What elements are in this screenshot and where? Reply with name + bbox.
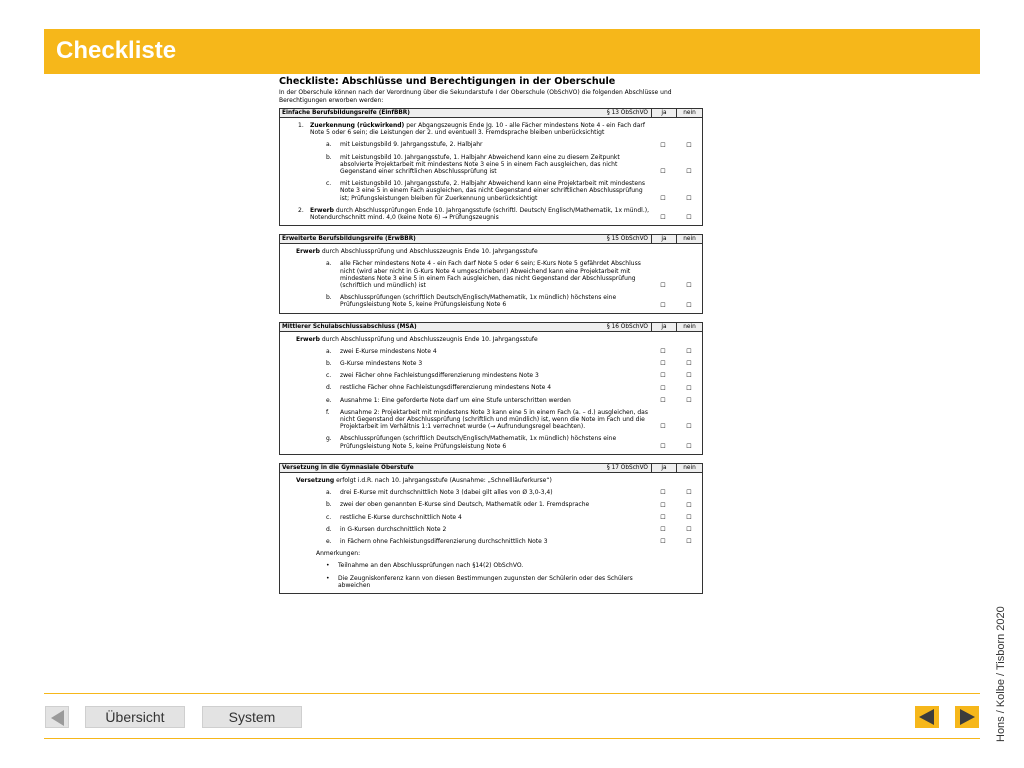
yes-checkbox[interactable]: ☐ xyxy=(660,384,666,392)
row-body xyxy=(340,538,548,545)
row-number: c. xyxy=(326,180,332,188)
document-intro: In der Oberschule können nach der Verordnung über die Sekundarstufe I der Oberschule (ObSchVO) die folgenden Abschlüsse und Berechtigungen erworben werden: xyxy=(279,89,672,104)
checklist-row xyxy=(280,488,702,497)
row-number: • xyxy=(326,574,330,582)
row-text xyxy=(280,575,650,589)
row-text xyxy=(280,409,650,431)
row-text xyxy=(280,348,650,355)
yes-checkbox[interactable]: ☐ xyxy=(660,489,666,497)
row-body xyxy=(340,154,650,176)
checklist-section xyxy=(279,234,703,313)
row-body xyxy=(316,550,360,557)
row-body xyxy=(340,372,539,379)
yes-checkbox[interactable]: ☐ xyxy=(660,423,666,431)
arrow-left-icon xyxy=(919,709,934,725)
section-header xyxy=(280,235,702,244)
row-text xyxy=(280,360,650,367)
no-checkbox[interactable]: ☐ xyxy=(686,372,692,380)
no-checkbox[interactable]: ☐ xyxy=(686,194,692,202)
row-description: drei E-Kurse mit durchschnittlich Note 3 (dabei gilt alles von Ø 3,0-3,4) xyxy=(340,489,553,497)
footer-divider-bottom xyxy=(44,738,980,739)
row-number: d. xyxy=(326,525,332,533)
row-number: f. xyxy=(326,408,330,416)
row-description: zwei E-Kurse mindestens Note 4 xyxy=(340,347,437,355)
no-checkbox[interactable]: ☐ xyxy=(686,360,692,368)
row-bold-text: Erwerb xyxy=(296,248,320,256)
no-checkbox[interactable]: ☐ xyxy=(686,501,692,509)
row-text xyxy=(280,550,650,557)
row-number: d. xyxy=(326,384,332,392)
row-number: a. xyxy=(326,347,332,355)
yes-checkbox[interactable]: ☐ xyxy=(660,396,666,404)
row-description: Teilnahme an den Abschlussprüfungen nach §14(2) ObSchVO. xyxy=(338,562,524,570)
row-text xyxy=(280,154,650,176)
row-description: restliche Fächer ohne Fachleistungsdifferenzierung mindestens Note 4 xyxy=(340,384,552,392)
row-body xyxy=(340,360,422,367)
row-description: in G-Kursen durchschnittlich Note 2 xyxy=(340,525,447,533)
section-paragraph: § 13 ObSchVO xyxy=(582,109,652,117)
checklist-row xyxy=(280,179,702,203)
checklist-row xyxy=(280,513,702,522)
row-body xyxy=(340,294,650,308)
yes-column-header: ja xyxy=(652,464,677,472)
section-name: Mittlerer Schulabschlussabschluss (MSA) xyxy=(282,323,417,330)
yes-checkbox[interactable]: ☐ xyxy=(660,348,666,356)
row-text xyxy=(280,372,650,379)
yes-checkbox[interactable]: ☐ xyxy=(660,194,666,202)
yes-column-header: ja xyxy=(652,235,677,243)
yes-column-header: ja xyxy=(652,109,677,117)
row-body xyxy=(340,348,437,355)
no-checkbox[interactable]: ☐ xyxy=(686,301,692,309)
row-description: Ausnahme 1: Eine geforderte Note darf um eine Stufe unterschritten werden xyxy=(340,396,571,404)
no-checkbox[interactable]: ☐ xyxy=(686,348,692,356)
row-number: a. xyxy=(326,141,332,149)
first-slide-button[interactable] xyxy=(45,706,69,728)
overview-button[interactable]: Übersicht xyxy=(85,706,185,728)
previous-slide-button[interactable] xyxy=(915,706,939,728)
row-body xyxy=(340,526,446,533)
checklist-row xyxy=(280,500,702,509)
arrow-right-icon xyxy=(960,709,975,725)
checklist-row xyxy=(280,525,702,534)
yes-checkbox[interactable]: ☐ xyxy=(660,301,666,309)
yes-checkbox[interactable]: ☐ xyxy=(660,168,666,176)
row-text xyxy=(280,336,650,343)
no-checkbox[interactable]: ☐ xyxy=(686,384,692,392)
row-number: • xyxy=(326,562,330,570)
row-text xyxy=(280,489,650,496)
no-checkbox[interactable]: ☐ xyxy=(686,442,692,450)
row-description: Abschlussprüfungen (schriftlich Deutsch/Englisch/Mathematik, 1x mündlich) höchstens eine Prüfungsleistung Note 5, keine Prüfungsleistung Note 6 xyxy=(340,435,617,450)
checklist-row xyxy=(280,206,702,222)
row-description: zwei Fächer ohne Fachleistungsdifferenzierung mindestens Note 3 xyxy=(340,372,539,380)
checklist-row xyxy=(280,335,702,344)
checklist-row xyxy=(280,396,702,405)
no-checkbox[interactable]: ☐ xyxy=(686,282,692,290)
row-description: durch Abschlussprüfungen Ende 10. Jahrgangsstufe (schriftl. Deutsch/ Englisch/Mathematik, 1x mündl.), Notendurchschnitt mind. 4,0 (keine Note 6) → Prüfungszeugnis xyxy=(310,206,649,222)
section-header xyxy=(280,464,702,473)
row-bold-text: Zuerkennung (rückwirkend) xyxy=(310,122,405,129)
row-body xyxy=(340,409,650,431)
row-body xyxy=(338,562,523,569)
yes-checkbox[interactable]: ☐ xyxy=(660,525,666,533)
row-text xyxy=(280,501,650,508)
section-header xyxy=(280,323,702,332)
checklist-row xyxy=(280,153,702,177)
yes-checkbox[interactable]: ☐ xyxy=(660,513,666,521)
checklist-row xyxy=(280,574,702,590)
row-number: c. xyxy=(326,372,332,380)
yes-checkbox[interactable]: ☐ xyxy=(660,141,666,149)
checklist-row xyxy=(280,561,702,570)
yes-checkbox[interactable]: ☐ xyxy=(660,372,666,380)
row-number: e. xyxy=(326,537,332,545)
row-description: Ausnahme 2: Projektarbeit mit mindestens Note 3 kann eine 5 in einem Fach (a. – d.) ausgleichen, das nicht Gegenstand der Abschlussprüfung (schriftlich und mündlich) ist, wenn die Note im Fach und die Projektarbeit im Verhältnis 1:1 verrechnet wurde (→ Aufrundungsregel beachten). xyxy=(340,408,648,431)
row-text xyxy=(280,141,650,148)
checklist-row xyxy=(280,121,702,137)
checklist-row xyxy=(280,434,702,450)
row-text xyxy=(280,538,650,545)
row-text xyxy=(280,397,650,404)
section-paragraph: § 17 ObSchVO xyxy=(582,464,652,472)
checklist-row xyxy=(280,259,702,290)
row-description: durch Abschlussprüfung und Abschlusszeugnis Ende 10. Jahrgangsstufe xyxy=(319,248,538,256)
row-number: 1. xyxy=(298,122,304,129)
checklist-row xyxy=(280,140,702,149)
row-text xyxy=(280,435,650,449)
no-column-header: nein xyxy=(683,110,696,116)
checklist-row xyxy=(280,383,702,392)
row-body xyxy=(340,180,650,202)
row-body xyxy=(340,435,650,449)
no-column-header: nein xyxy=(683,323,696,330)
section-name: Versetzung in die Gymnasiale Oberstufe xyxy=(282,464,414,471)
no-checkbox[interactable]: ☐ xyxy=(686,489,692,497)
checklist-row xyxy=(280,537,702,546)
row-number: b. xyxy=(326,360,332,368)
no-checkbox[interactable]: ☐ xyxy=(686,423,692,431)
yes-checkbox[interactable]: ☐ xyxy=(660,538,666,546)
footer-divider-top xyxy=(44,693,980,694)
row-body xyxy=(340,501,589,508)
checklist-row xyxy=(280,347,702,356)
row-text xyxy=(280,514,650,521)
checklist-sections xyxy=(279,108,703,594)
no-checkbox[interactable]: ☐ xyxy=(686,538,692,546)
row-number: g. xyxy=(326,435,332,443)
left-triangle-icon xyxy=(51,710,64,726)
row-description: erfolgt i.d.R. nach 10. Jahrgangsstufe (Ausnahme: „Schnellläuferkurse“) xyxy=(334,476,552,484)
row-body xyxy=(340,514,462,521)
no-column-header: nein xyxy=(683,464,696,471)
checklist-row xyxy=(280,371,702,380)
row-body xyxy=(340,397,571,404)
row-description: mit Leistungsbild 9. Jahrgangsstufe, 2. Halbjahr xyxy=(340,141,483,149)
row-description: mit Leistungsbild 10. Jahrgangsstufe, 2. Halbjahr Abweichend kann eine Projektarbeit mit mindestens Note 3 eine 5 in einem Fach ausgleichen, das nicht Gegenstand einer schriftlichen Abschlussprüfung ist; Prüfungsleistungen bleiben für Zuerkennung unberücksichtigt xyxy=(340,180,646,202)
checklist-row xyxy=(280,549,702,558)
row-description: per Abgangszeugnis Ende Jg. 10 - alle Fächer mindestens Note 4 - ein Fach darf Note 5 oder 6 sein; die Leistungen der 2. und eventuell 3. Fremdsprache bleiben unberücksichtigt xyxy=(310,122,645,137)
row-text xyxy=(280,526,650,533)
row-description: alle Fächer mindestens Note 4 - ein Fach darf Note 5 oder 6 sein; E-Kurs Note 5 gefährdet Abschluss nicht (wird aber nicht in G-Kurs Note 4 umgeschrieben!) Abweichend kann eine Projektarbeit mit mindestens Note 3 eine 5 in einem Fach ausgleichen, das nicht Gegenstand der Abschlussprüfung (schriftlich und mündlich) ist xyxy=(340,260,641,290)
section-header xyxy=(280,109,702,118)
row-description: durch Abschlussprüfung und Abschlusszeugnis Ende 10. Jahrgangsstufe xyxy=(319,335,538,343)
row-number: b. xyxy=(326,501,332,509)
checklist-section xyxy=(279,108,703,226)
row-bold-text: Erwerb xyxy=(310,206,334,214)
row-number: 2. xyxy=(298,206,304,214)
no-checkbox[interactable]: ☐ xyxy=(686,525,692,533)
yes-checkbox[interactable]: ☐ xyxy=(660,282,666,290)
checklist-row xyxy=(280,247,702,256)
row-bold-text: Versetzung xyxy=(296,476,335,484)
row-number: c. xyxy=(326,513,332,521)
row-body xyxy=(296,477,552,484)
row-text xyxy=(280,207,650,221)
row-number: e. xyxy=(326,396,332,404)
row-text xyxy=(280,248,650,255)
row-description: restliche E-Kurse durchschnittlich Note 4 xyxy=(340,513,462,521)
row-description: mit Leistungsbild 10. Jahrgangsstufe, 1. Halbjahr Abweichend kann eine zu diesem Zeitpunkt absolvierte Projektarbeit mit mindestens Note 3 eine 5 in einem Fach ausgleichen, das nicht Gegenstand einer schriftlichen Abschlussprüfung ist xyxy=(340,153,620,176)
row-body xyxy=(296,336,538,343)
checklist-row xyxy=(280,476,702,485)
row-body xyxy=(340,489,553,496)
row-number: a. xyxy=(326,489,332,497)
row-description: Anmerkungen: xyxy=(316,550,361,558)
checklist-section xyxy=(279,322,703,455)
row-number: a. xyxy=(326,260,332,268)
title-bar xyxy=(44,29,980,74)
row-text xyxy=(280,294,650,308)
no-checkbox[interactable]: ☐ xyxy=(686,214,692,222)
row-text xyxy=(280,562,650,569)
system-button[interactable]: System xyxy=(202,706,302,728)
row-body xyxy=(310,207,650,221)
checklist-row xyxy=(280,408,702,432)
yes-checkbox[interactable]: ☐ xyxy=(660,360,666,368)
checklist-section xyxy=(279,463,703,594)
row-text xyxy=(280,477,650,484)
section-paragraph: § 16 ObSchVO xyxy=(582,323,652,331)
row-description: zwei der oben genannten E-Kurse sind Deutsch, Mathematik oder 1. Fremdsprache xyxy=(340,501,590,509)
row-body xyxy=(296,248,538,255)
row-description: Die Zeugniskonferenz kann von diesen Bestimmungen zugunsten der Schülerin oder des Schülers abweichen xyxy=(338,574,633,589)
yes-column-header: ja xyxy=(652,323,677,331)
row-body xyxy=(340,260,650,289)
row-body xyxy=(340,384,551,391)
document-title: Checkliste: Abschlüsse und Berechtigungen in der Oberschule xyxy=(279,76,616,87)
page-title: Checkliste xyxy=(56,37,177,64)
row-body xyxy=(340,141,483,148)
row-description: in Fächern ohne Fachleistungsdifferenzierung durchschnittlich Note 3 xyxy=(340,537,548,545)
row-text xyxy=(280,180,650,202)
row-bold-text: Erwerb xyxy=(296,335,320,343)
row-text xyxy=(280,384,650,391)
row-text xyxy=(280,260,650,289)
section-name: Erweiterte Berufsbildungsreife (ErwBBR) xyxy=(282,236,416,243)
row-description: Abschlussprüfungen (schriftlich Deutsch/Englisch/Mathematik, 1x mündlich) höchstens eine Prüfungsleistung Note 5, keine Prüfungsleistung Note 6 xyxy=(340,294,617,309)
no-checkbox[interactable]: ☐ xyxy=(686,396,692,404)
no-checkbox[interactable]: ☐ xyxy=(686,513,692,521)
checklist-row xyxy=(280,293,702,309)
no-column-header: nein xyxy=(683,236,696,243)
row-number: b. xyxy=(326,294,332,302)
no-checkbox[interactable]: ☐ xyxy=(686,141,692,149)
yes-checkbox[interactable]: ☐ xyxy=(660,214,666,222)
row-body xyxy=(338,575,650,589)
no-checkbox[interactable]: ☐ xyxy=(686,168,692,176)
row-number: b. xyxy=(326,153,332,161)
author-credit: Hons / Kolbe / Tisborn 2020 xyxy=(995,606,1007,742)
next-slide-button[interactable] xyxy=(955,706,979,728)
row-text xyxy=(280,122,650,136)
yes-checkbox[interactable]: ☐ xyxy=(660,501,666,509)
checklist-row xyxy=(280,359,702,368)
yes-checkbox[interactable]: ☐ xyxy=(660,442,666,450)
checklist-document xyxy=(279,76,703,658)
row-body xyxy=(310,122,650,136)
section-paragraph: § 15 ObSchVO xyxy=(582,235,652,243)
row-description: G-Kurse mindestens Note 3 xyxy=(340,360,423,368)
section-name: Einfache Berufsbildungsreife (EinfBBR) xyxy=(282,110,410,116)
